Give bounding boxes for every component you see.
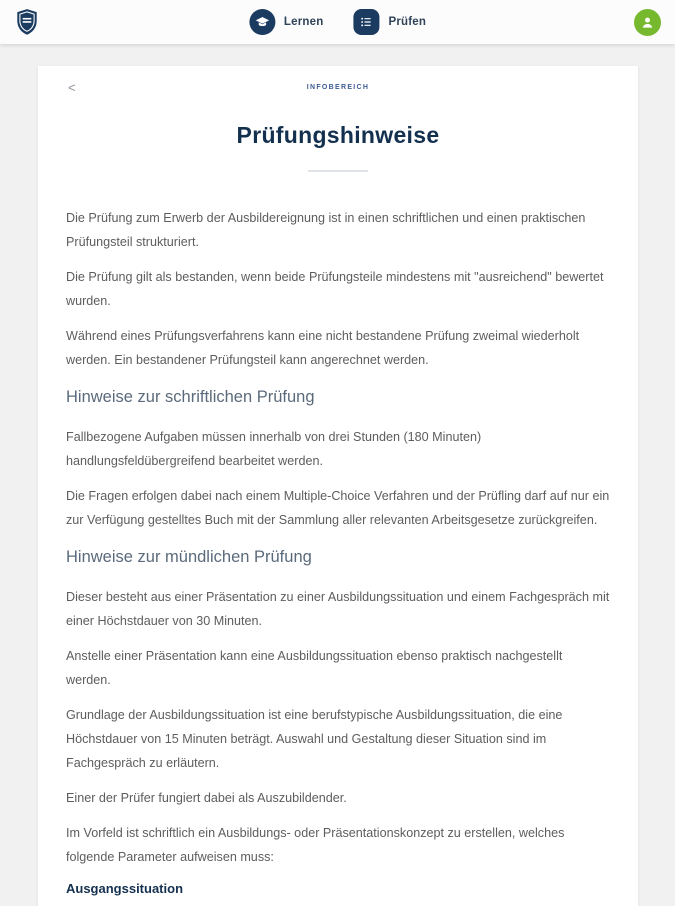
profile-avatar-button[interactable] — [634, 9, 661, 36]
back-chevron-icon[interactable]: < — [68, 80, 76, 95]
content-card — [38, 66, 638, 906]
nav-item-lernen[interactable] — [249, 9, 324, 35]
title-divider — [308, 170, 368, 172]
nav-label-pruefen: Prüfen — [388, 16, 427, 28]
app-logo[interactable] — [14, 8, 40, 36]
graduation-cap-icon — [249, 9, 275, 35]
nav-item-pruefen[interactable] — [353, 9, 426, 35]
shield-logo-icon — [14, 8, 40, 36]
nav-label-lernen: Lernen — [283, 16, 324, 28]
body-paragraph: Die Fragen erfolgen dabei nach einem Multiple-Choice Verfahren und der Prüfling darf auf nur ein zur Verfügung gestelltes Buch mit der Sammlung aller relevanten Arbeitsgesetze zurückgreifen. — [66, 489, 610, 527]
body-paragraph: Die Prüfung zum Erwerb der Ausbildereignung ist in einen schriftlichen und einen praktischen Prüfungsteil strukturiert. — [66, 211, 586, 249]
list-icon — [353, 9, 379, 35]
body-paragraph: Anstelle einer Präsentation kann eine Ausbildungssituation ebenso praktisch nachgestellt werden. — [66, 649, 563, 687]
body-paragraph: Dieser besteht aus einer Präsentation zu einer Ausbildungssituation und einem Fachgespräch mit einer Höchstdauer von 30 Minuten. — [66, 590, 610, 628]
clipped-list-item: Ausgangssituation — [66, 881, 184, 896]
body-paragraph: Einer der Prüfer fungiert dabei als Auszubildender. — [66, 791, 347, 805]
main-nav — [249, 9, 426, 35]
user-icon — [639, 14, 656, 31]
card-header — [66, 80, 610, 98]
section-heading: Hinweise zur mündlichen Prüfung — [66, 548, 312, 566]
body-paragraph: Während eines Prüfungsverfahrens kann eine nicht bestandene Prüfung zweimal wiederholt werden. Ein bestandener Prüfungsteil kann angerechnet werden. — [66, 329, 580, 367]
top-bar — [0, 0, 675, 44]
body-paragraph: Fallbezogene Aufgaben müssen innerhalb von drei Stunden (180 Minuten) handlungsfeldübergreifend bearbeitet werden. — [66, 430, 482, 468]
body-paragraph: Die Prüfung gilt als bestanden, wenn beide Prüfungsteile mindestens mit "ausreichend" bewertet wurden. — [66, 270, 604, 308]
page-title: Prüfungshinweise — [236, 122, 440, 148]
section-heading: Hinweise zur schriftlichen Prüfung — [66, 388, 315, 406]
body-paragraph: Im Vorfeld ist schriftlich ein Ausbildungs- oder Präsentationskonzept zu erstellen, welches folgende Parameter aufweisen muss: — [66, 826, 565, 864]
breadcrumb: INFOBEREICH — [306, 84, 370, 91]
body-paragraph: Grundlage der Ausbildungssituation ist eine berufstypische Ausbildungssituation, die eine Höchstdauer von 15 Minuten beträgt. Auswahl und Gestaltung dieser Situation sind im Fachgespräch zu erläutern. — [66, 708, 563, 770]
